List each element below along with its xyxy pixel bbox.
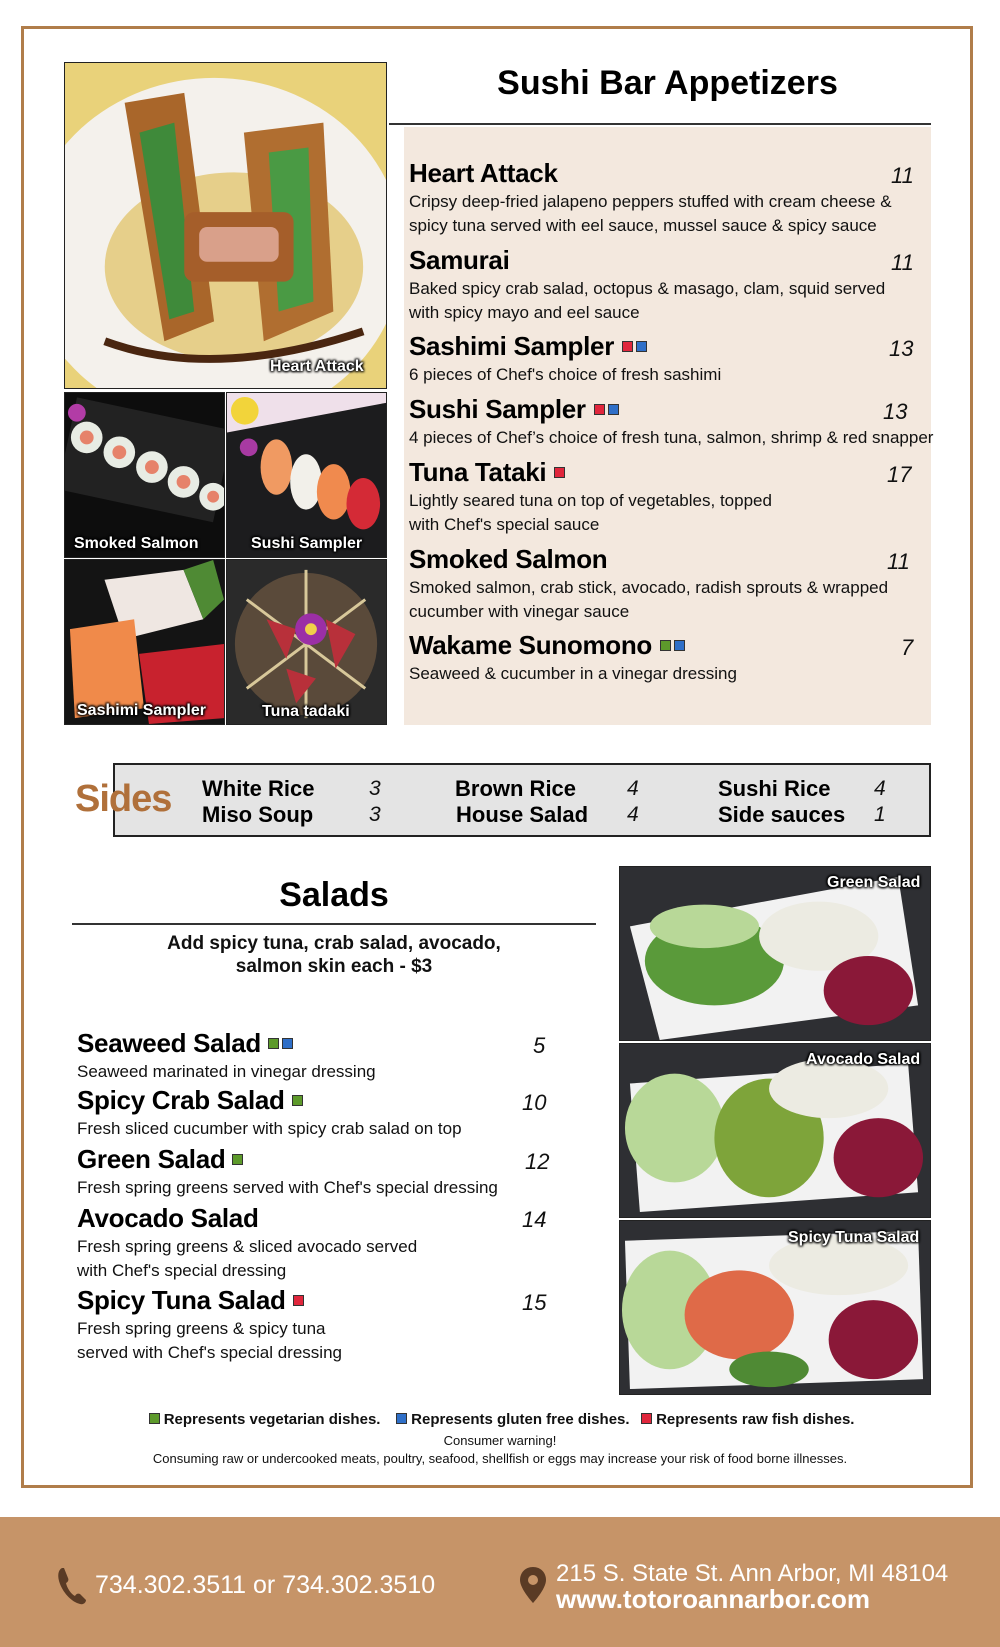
phone-numbers[interactable]: 734.302.3511 or 734.302.3510 xyxy=(95,1571,436,1599)
side-name: Side sauces xyxy=(718,802,846,827)
item-name-row xyxy=(409,394,933,425)
item-name: Smoked Salmon xyxy=(409,544,608,574)
item-name: Sashimi Sampler xyxy=(409,331,615,361)
item-description: served with Chef's special dressing xyxy=(77,1343,342,1362)
gluten-free-icon xyxy=(396,1413,407,1424)
photo-tuna-tadaki xyxy=(226,559,387,725)
menu-item xyxy=(409,630,737,685)
item-name: Spicy Tuna Salad xyxy=(77,1285,286,1315)
item-name: Sushi Sampler xyxy=(409,394,586,424)
photo-caption: Sashimi Sampler xyxy=(77,702,206,719)
photo-sushi-sampler xyxy=(226,392,387,558)
item-description: Fresh spring greens & sliced avocado served xyxy=(77,1237,418,1256)
menu-item xyxy=(409,394,933,449)
photo-caption: Sushi Sampler xyxy=(251,535,363,552)
item-price: 11 xyxy=(891,163,914,188)
menu-item xyxy=(409,158,892,237)
salads-addon-note xyxy=(72,932,596,978)
menu-item xyxy=(409,245,885,324)
raw-fish-icon xyxy=(622,341,633,352)
item-description: cucumber with vinegar sauce xyxy=(409,602,630,621)
gluten-free-icon xyxy=(636,341,647,352)
menu-item xyxy=(77,1085,462,1140)
item-description: Baked spicy crab salad, octopus & masago, clam, squid served xyxy=(409,279,886,298)
location-pin-icon xyxy=(520,1567,546,1603)
phone-icon xyxy=(56,1566,88,1606)
item-name: Seaweed Salad xyxy=(77,1028,261,1058)
menu-item xyxy=(409,544,888,623)
item-price: 5 xyxy=(533,1033,546,1058)
item-description: 4 pieces of Chef’s choice of fresh tuna, salmon, shrimp & red snapper xyxy=(409,428,934,447)
website-link[interactable]: www.totoroannarbor.com xyxy=(556,1584,870,1614)
raw-fish-icon xyxy=(641,1413,652,1424)
addon-line: salmon skin each - $3 xyxy=(235,956,433,977)
item-description: Fresh sliced cucumber with spicy crab salad on top xyxy=(77,1119,462,1138)
photo-avocado-salad xyxy=(619,1043,931,1218)
photo-caption: Avocado Salad xyxy=(806,1051,921,1068)
photo-caption: Tuna tadaki xyxy=(262,703,350,720)
item-name: Green Salad xyxy=(77,1144,226,1174)
gluten-free-icon xyxy=(282,1038,293,1049)
side-price: 4 xyxy=(627,803,639,826)
menu-item xyxy=(409,457,772,536)
photo-sashimi-sampler xyxy=(64,559,225,725)
item-price: 17 xyxy=(887,462,912,487)
item-price: 11 xyxy=(891,250,914,275)
vegetarian-icon xyxy=(292,1095,303,1106)
vegetarian-icon xyxy=(149,1413,160,1424)
photo-caption: Green Salad xyxy=(827,874,921,891)
raw-fish-icon xyxy=(554,467,565,478)
item-description: Seaweed marinated in vinegar dressing xyxy=(77,1062,376,1081)
item-name: Heart Attack xyxy=(409,158,558,188)
item-price: 12 xyxy=(525,1149,550,1174)
photo-heart-attack xyxy=(64,62,387,389)
item-description: with Chef's special dressing xyxy=(77,1261,287,1280)
legend xyxy=(0,1411,1000,1428)
item-name: Samurai xyxy=(409,245,510,275)
item-description: spicy tuna served with eel sauce, mussel sauce & spicy sauce xyxy=(409,216,877,235)
side-name: House Salad xyxy=(456,802,589,827)
raw-fish-icon xyxy=(293,1295,304,1306)
legend-vegetarian: Represents vegetarian dishes. xyxy=(163,1411,381,1428)
photo-caption: Smoked Salmon xyxy=(74,535,199,552)
salads-title-rule xyxy=(72,923,596,925)
item-price: 11 xyxy=(887,549,910,574)
address: 215 S. State St. Ann Arbor, MI 48104 xyxy=(556,1560,949,1587)
item-name-row xyxy=(409,630,737,661)
menu-item xyxy=(409,331,721,386)
item-description: with spicy mayo and eel sauce xyxy=(409,303,640,322)
item-description: Cripsy deep-fried jalapeno peppers stuffed with cream cheese & xyxy=(409,192,892,211)
sides-title: Sides xyxy=(75,778,172,820)
item-price: 10 xyxy=(522,1090,547,1115)
vegetarian-icon xyxy=(660,640,671,651)
item-price: 13 xyxy=(883,399,908,424)
legend-raw: Represents raw fish dishes. xyxy=(656,1411,855,1428)
side-name: White Rice xyxy=(202,776,315,801)
photo-green-salad xyxy=(619,866,931,1041)
item-price: 15 xyxy=(522,1290,547,1315)
raw-fish-icon xyxy=(594,404,605,415)
photo-caption: Heart Attack xyxy=(270,358,364,375)
item-name-row xyxy=(77,1285,342,1316)
item-description: Smoked salmon, crab stick, avocado, radish sprouts & wrapped xyxy=(409,578,889,597)
vegetarian-icon xyxy=(232,1154,243,1165)
item-name-row xyxy=(77,1085,462,1116)
item-description: Lightly seared tuna on top of vegetables, topped xyxy=(409,491,772,510)
item-price: 14 xyxy=(522,1207,547,1232)
item-description: Fresh spring greens & spicy tuna xyxy=(77,1319,326,1338)
appetizers-title: Sushi Bar Appetizers xyxy=(497,64,838,102)
item-price: 13 xyxy=(889,336,914,361)
menu-item xyxy=(77,1285,342,1364)
item-name-row xyxy=(409,457,772,488)
item-description: 6 pieces of Chef's choice of fresh sashimi xyxy=(409,365,722,384)
gluten-free-icon xyxy=(674,640,685,651)
side-price: 3 xyxy=(369,777,381,800)
side-name: Sushi Rice xyxy=(718,776,831,801)
photo-smoked-salmon xyxy=(64,392,225,558)
item-name: Tuna Tataki xyxy=(409,457,547,487)
gluten-free-icon xyxy=(608,404,619,415)
legend-gluten-free: Represents gluten free dishes. xyxy=(411,1411,630,1428)
item-name: Spicy Crab Salad xyxy=(77,1085,285,1115)
item-name-row xyxy=(77,1028,376,1059)
photo-caption: Spicy Tuna Salad xyxy=(788,1229,920,1246)
item-description: Fresh spring greens served with Chef's special dressing xyxy=(77,1178,498,1197)
consumer-warning-text: Consuming raw or undercooked meats, poultry, seafood, shellfish or eggs may increase your risk of food borne illnesses. xyxy=(152,1451,848,1466)
addon-line: Add spicy tuna, crab salad, avocado, xyxy=(167,933,501,954)
side-name: Brown Rice xyxy=(455,776,577,801)
appetizers-title-rule xyxy=(389,123,931,125)
side-price: 3 xyxy=(369,803,381,826)
menu-item xyxy=(77,1144,498,1199)
side-price: 4 xyxy=(874,777,886,800)
item-name: Wakame Sunomono xyxy=(409,630,653,660)
item-name: Avocado Salad xyxy=(77,1203,259,1233)
item-description: Seaweed & cucumber in a vinegar dressing xyxy=(409,664,737,683)
side-name: Miso Soup xyxy=(202,802,314,827)
side-price: 1 xyxy=(874,803,886,826)
item-description: with Chef's special sauce xyxy=(409,515,600,534)
consumer-warning-title: Consumer warning! xyxy=(443,1433,557,1448)
menu-item xyxy=(77,1028,376,1083)
vegetarian-icon xyxy=(268,1038,279,1049)
salads-title: Salads xyxy=(279,876,389,914)
side-price: 4 xyxy=(627,777,639,800)
menu-item xyxy=(77,1203,417,1282)
item-price: 7 xyxy=(901,635,914,660)
item-name-row xyxy=(77,1144,498,1175)
item-name-row xyxy=(409,331,721,362)
